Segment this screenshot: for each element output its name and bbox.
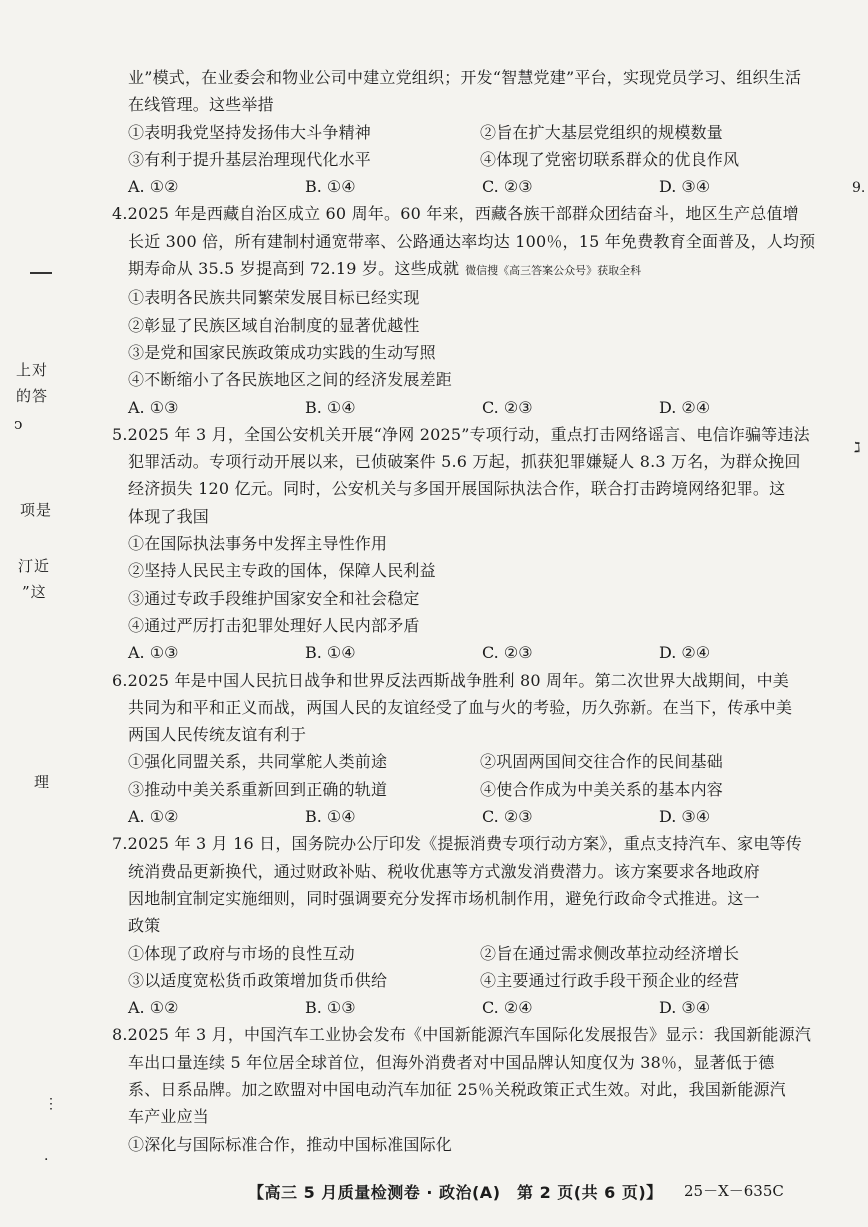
choice-d: D. ③④ xyxy=(659,998,711,1018)
watermark-note: 微信搜《高三答案公众号》获取全科 xyxy=(465,264,642,278)
option-text: ①深化与国际标准合作，推动中国标准国际化 xyxy=(128,1134,453,1154)
margin-fragment: 汀近 xyxy=(18,557,51,575)
page-footer: 【高三 5 月质量检测卷 · 政治(A) 第 2 页(共 6 页)】 xyxy=(248,1183,663,1202)
margin-mark: ⋮ xyxy=(44,1096,58,1112)
text-line: 经济损失 120 亿元。同时，公安机关与多国开展国际执法合作，联合打击跨境网络犯罪。这 xyxy=(128,479,786,499)
choice-a: A. ①③ xyxy=(128,643,179,663)
choice-c: C. ②③ xyxy=(482,643,533,663)
text-line: 车出口量连续 5 年位居全球首位，但海外消费者对中国品牌认知度仅为 38％，显著低于德 xyxy=(128,1052,775,1072)
text-line: 系、日系品牌。加之欧盟对中国电动汽车加征 25％关税政策正式生效。对此，我国新能源汽 xyxy=(128,1079,786,1099)
option-text: ④不断缩小了各民族地区之间的经济发展差距 xyxy=(128,370,453,390)
option-text: ①强化同盟关系，共同掌舵人类前途 xyxy=(128,752,388,772)
option-text: ②彰显了民族区域自治制度的显著优越性 xyxy=(128,315,420,335)
choice-b: B. ①③ xyxy=(305,998,356,1018)
choice-a: A. ①② xyxy=(128,177,179,197)
option-text: ④体现了党密切联系群众的优良作风 xyxy=(480,149,740,169)
choice-a: A. ①② xyxy=(128,807,179,827)
option-text: ②坚持人民民主专政的国体，保障人民利益 xyxy=(128,561,436,581)
option-text: ③以适度宽松货币政策增加货币供给 xyxy=(128,970,388,990)
text-line: 长近 300 倍，所有建制村通宽带率、公路通达率均达 100％，15 年免费教育全面普及，人均预 xyxy=(128,231,816,251)
text-line: 在线管理。这些举措 xyxy=(128,95,274,115)
option-text: ②巩固两国间交往合作的民间基础 xyxy=(480,752,724,772)
right-edge-fragment: ℷ xyxy=(854,440,861,456)
text-line: 统消费品更新换代，通过财政补贴、税收优惠等方式激发消费潜力。该方案要求各地政府 xyxy=(128,861,760,881)
choice-b: B. ①④ xyxy=(305,807,356,827)
choice-d: D. ②④ xyxy=(659,397,711,417)
option-text: ②旨在通过需求侧改革拉动经济增长 xyxy=(480,943,740,963)
option-row xyxy=(128,119,808,146)
text-line: 共同为和平和正义而战，两国人民的友谊经受了血与火的考验，历久弥新。在当下，传承中美 xyxy=(128,697,793,717)
choice-c: C. ②④ xyxy=(482,998,533,1018)
option-text: ①表明各民族共同繁荣发展目标已经实现 xyxy=(128,288,420,308)
text-line: 两国人民传统友谊有利于 xyxy=(128,725,307,745)
margin-fragment: ”这 xyxy=(22,583,47,601)
option-text: ③推动中美关系重新回到正确的轨道 xyxy=(128,779,388,799)
choice-b: B. ①④ xyxy=(305,177,356,197)
option-text: ①体现了政府与市场的良性互动 xyxy=(128,943,355,963)
margin-fragment: 项是 xyxy=(20,501,53,519)
option-row xyxy=(128,748,808,775)
choice-d: D. ②④ xyxy=(659,643,711,663)
question-4-stem: 4.2025 年是西藏自治区成立 60 周年。60 年来，西藏各族干部群众团结奋斗，地区生产总值增 xyxy=(112,204,799,224)
option-text: ③是党和国家民族政策成功实践的生动写照 xyxy=(128,342,436,362)
text-line xyxy=(128,255,808,284)
margin-fragment: ↄ xyxy=(14,415,24,433)
question-body xyxy=(112,64,816,1158)
choice-b: B. ①④ xyxy=(305,397,356,417)
margin-dash xyxy=(30,272,52,274)
option-text: ③有利于提升基层治理现代化水平 xyxy=(128,149,372,169)
text-line: 犯罪活动。专项行动开展以来，已侦破案件 5.6 万起，抓获犯罪嫌疑人 8.3 万名，为群众挽回 xyxy=(128,452,801,472)
margin-fragment: 理 xyxy=(34,773,51,791)
option-text: ②旨在扩大基层党组织的规模数量 xyxy=(480,122,724,142)
margin-mark: · xyxy=(44,1152,49,1168)
text-line: 因地制宜制定实施细则，同时强调要充分发挥市场机制作用，避免行政命令式推进。这一 xyxy=(128,888,760,908)
choice-a: A. ①③ xyxy=(128,397,179,417)
answer-choices xyxy=(128,803,808,830)
option-row xyxy=(128,940,808,967)
answer-choices xyxy=(128,639,808,666)
option-row xyxy=(128,967,808,994)
answer-choices xyxy=(128,173,808,200)
question-6-stem: 6.2025 年是中国人民抗日战争和世界反法西斯战争胜利 80 周年。第二次世界大战期间，中美 xyxy=(112,670,790,690)
option-text: ①表明我党坚持发扬伟大斗争精神 xyxy=(128,122,372,142)
question-5-stem: 5.2025 年 3 月，全国公安机关开展“净网 2025”专项行动，重点打击网络谣言、电信诈骗等违法 xyxy=(112,424,810,444)
right-edge-fragment: 9. xyxy=(852,180,866,196)
question-7-stem: 7.2025 年 3 月 16 日，国务院办公厅印发《提振消费专项行动方案》，重点支持汽车、家电等传 xyxy=(112,834,802,854)
choice-c: C. ②③ xyxy=(482,807,533,827)
text-line: 车产业应当 xyxy=(128,1107,210,1127)
margin-fragment: 的答 xyxy=(16,387,49,405)
text-line: 政策 xyxy=(128,916,161,936)
question-8-stem: 8.2025 年 3 月，中国汽车工业协会发布《中国新能源汽车国际化发展报告》显示：我国新能源汽 xyxy=(112,1025,812,1045)
text-segment: 期寿命从 35.5 岁提高到 72.19 岁。这些成就 xyxy=(128,259,460,279)
choice-d: D. ③④ xyxy=(659,177,711,197)
choice-d: D. ③④ xyxy=(659,807,711,827)
choice-c: C. ②③ xyxy=(482,177,533,197)
exam-code: 25－X－635C xyxy=(684,1182,784,1200)
option-text: ①在国际执法事务中发挥主导性作用 xyxy=(128,534,388,554)
margin-fragment: 上对 xyxy=(16,361,49,379)
option-text: ④主要通过行政手段干预企业的经营 xyxy=(480,970,740,990)
text-line: 业”模式，在业委会和物业公司中建立党组织；开发“智慧党建”平台，实现党员学习、组织生活 xyxy=(128,68,802,87)
choice-b: B. ①④ xyxy=(305,643,356,663)
answer-choices xyxy=(128,394,808,421)
choice-c: C. ②③ xyxy=(482,397,533,417)
option-text: ④通过严厉打击犯罪处理好人民内部矛盾 xyxy=(128,615,420,635)
option-text: ③通过专政手段维护国家安全和社会稳定 xyxy=(128,588,420,608)
answer-choices xyxy=(128,994,808,1021)
option-row xyxy=(128,776,808,803)
option-text: ④使合作成为中美关系的基本内容 xyxy=(480,779,724,799)
text-line: 体现了我国 xyxy=(128,506,210,526)
choice-a: A. ①② xyxy=(128,998,179,1018)
option-row xyxy=(128,146,808,173)
